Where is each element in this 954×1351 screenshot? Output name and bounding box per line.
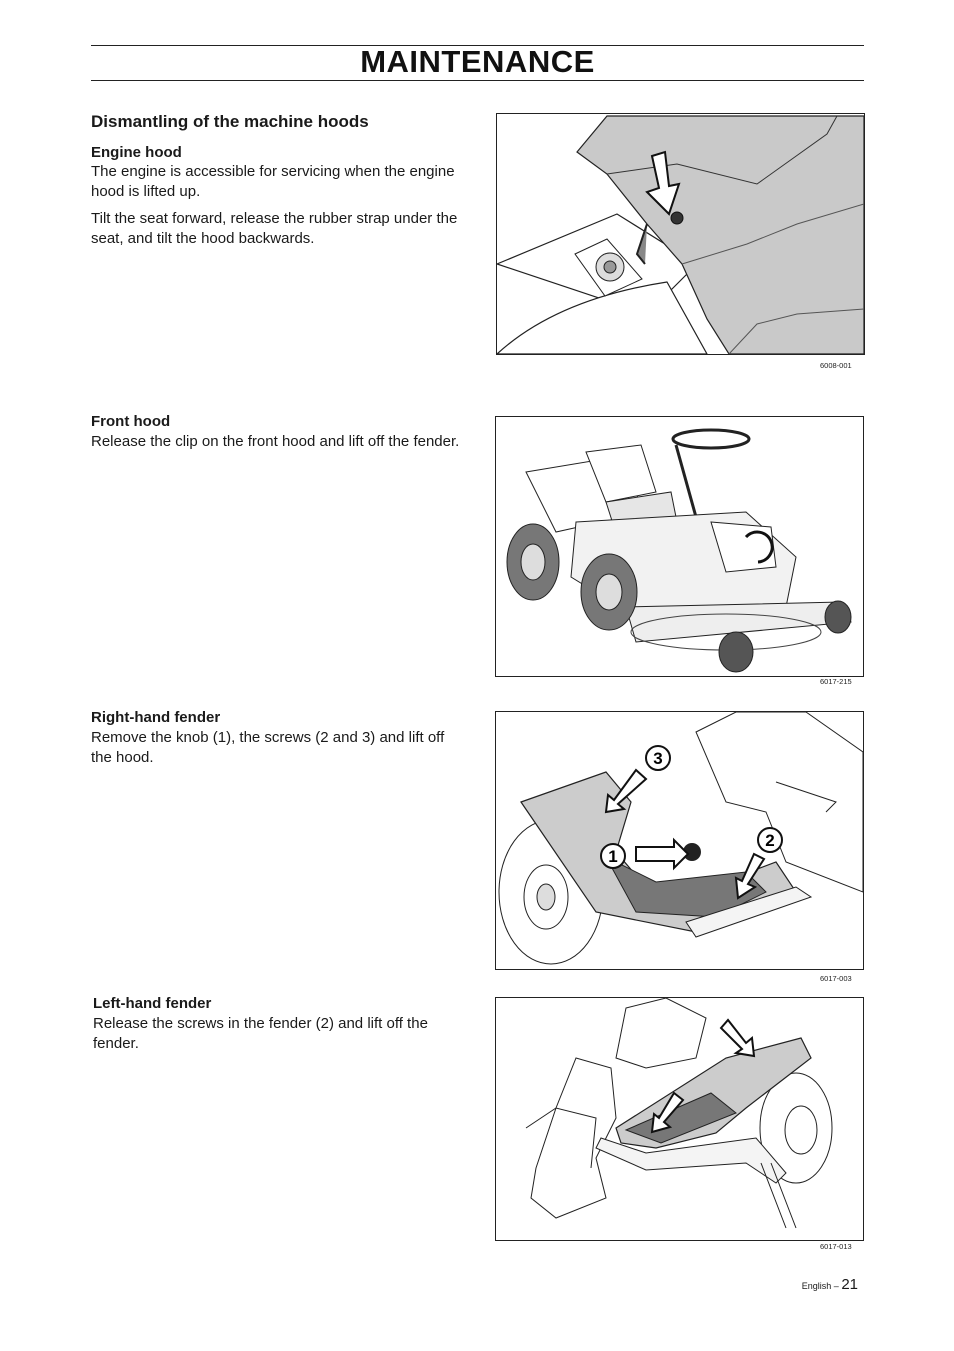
- page-number: 21: [841, 1276, 858, 1293]
- left-fender-illustration: [496, 998, 863, 1240]
- left-fender-figure-code: 6017-013: [820, 1242, 852, 1251]
- right-fender-figure-code: 6017-003: [820, 974, 852, 983]
- engine-hood-figure: [496, 113, 865, 355]
- front-hood-figure-code: 6017-215: [820, 677, 852, 686]
- front-hood-figure: [495, 416, 864, 677]
- right-fender-text: Remove the knob (1), the screws (2 and 3) and lift off the hood.: [91, 729, 445, 766]
- callout-3-label: 3: [653, 749, 663, 768]
- page-footer: [802, 1276, 858, 1293]
- callout-1-label: 1: [608, 847, 618, 866]
- callout-2-label: 2: [765, 831, 775, 850]
- front-hood-title: Front hood: [91, 413, 171, 430]
- section-title: Dismantling of the machine hoods: [91, 112, 369, 131]
- front-hood-text: Release the clip on the front hood and lift off the fender.: [91, 433, 460, 450]
- engine-hood-illustration: [497, 114, 864, 354]
- right-fender-figure: [495, 711, 864, 970]
- left-fender-text: Release the screws in the fender (2) and lift off the fender.: [93, 1015, 428, 1052]
- engine-hood-title: Engine hood: [91, 144, 182, 161]
- right-fender-illustration: [496, 712, 863, 969]
- footer-language: English –: [801, 1281, 842, 1291]
- engine-hood-text-2: Tilt the seat forward, release the rubber strap under the seat, and tilt the hood backwards.: [91, 210, 458, 247]
- left-fender-figure: [495, 997, 864, 1241]
- page-title: MAINTENANCE: [360, 44, 595, 79]
- left-fender-title: Left-hand fender: [93, 995, 212, 1012]
- right-fender-title: Right-hand fender: [91, 709, 221, 726]
- engine-hood-figure-code: 6008-001: [820, 361, 852, 370]
- rider-mower-illustration: [496, 417, 863, 676]
- header-bottom-rule: [91, 80, 864, 81]
- engine-hood-text-1: The engine is accessible for servicing when the engine hood is lifted up.: [91, 163, 455, 200]
